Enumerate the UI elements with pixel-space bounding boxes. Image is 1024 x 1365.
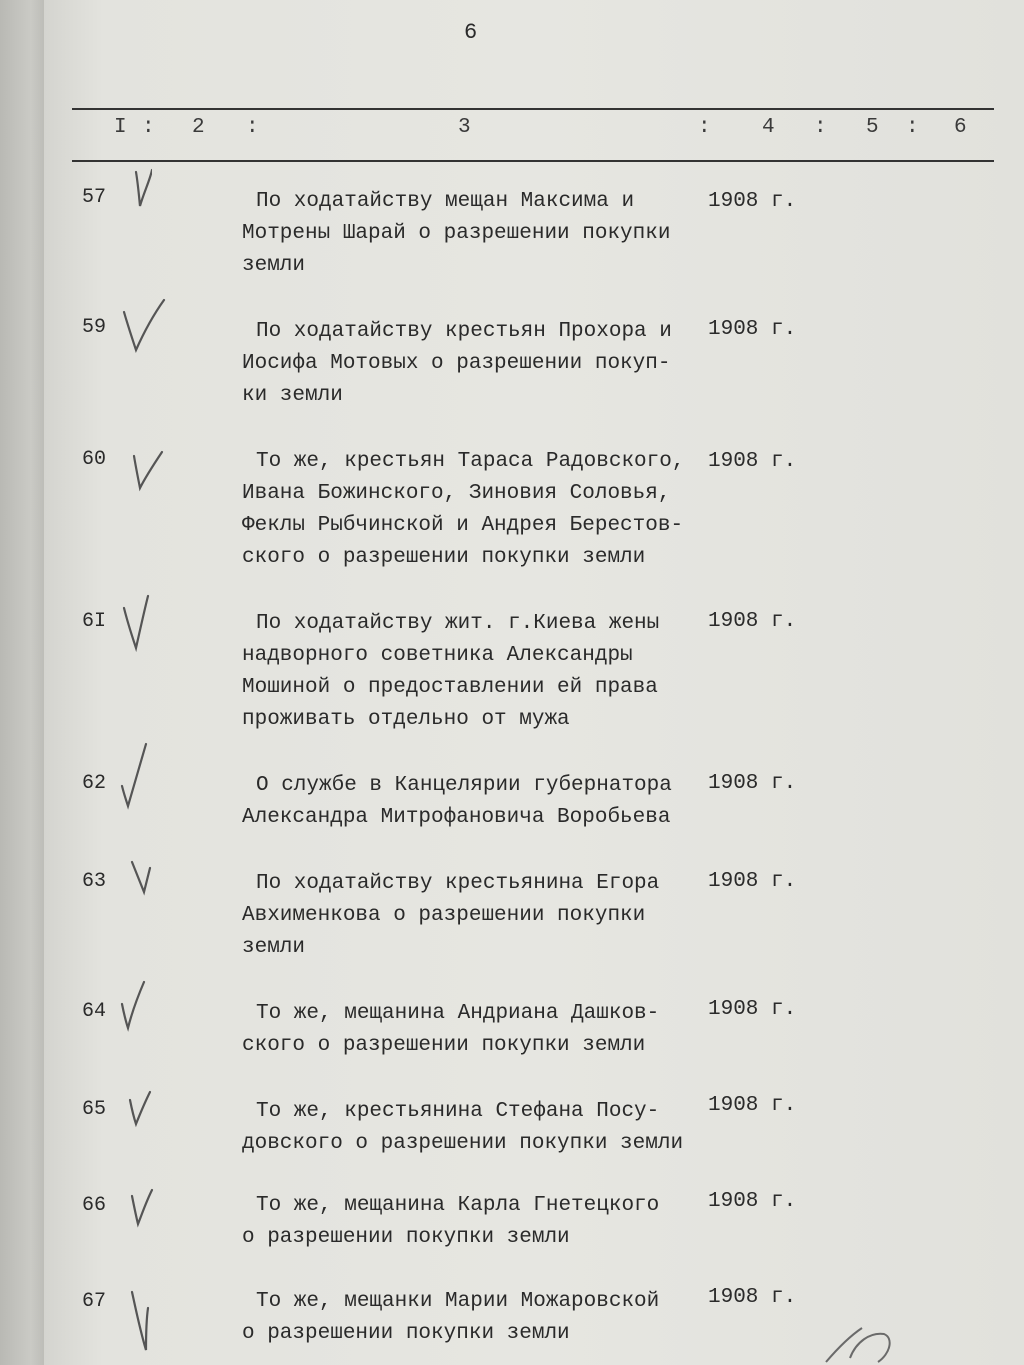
description-line: То же, мещанина Карла Гнетецкого bbox=[256, 1194, 660, 1217]
checkmark-icon bbox=[112, 294, 172, 356]
row-description bbox=[242, 608, 712, 736]
row-year: 1908 г. bbox=[708, 318, 797, 341]
description-line: земли bbox=[242, 936, 306, 959]
column-header-1: I bbox=[114, 116, 127, 139]
row-description bbox=[242, 316, 712, 412]
row-number: 64 bbox=[82, 1000, 107, 1023]
row-number: 65 bbox=[82, 1098, 107, 1121]
description-line: Ивана Божинского, Зиновия Соловья, bbox=[242, 482, 671, 505]
description-line: Мошиной о предоставлении ей права bbox=[242, 676, 658, 699]
description-line: Иосифа Мотовых о разрешении покуп- bbox=[242, 352, 671, 375]
description-line: То же, крестьянина Стефана Посу- bbox=[256, 1100, 660, 1123]
row-number: 59 bbox=[82, 316, 107, 339]
row-number: 66 bbox=[82, 1194, 107, 1217]
column-header-6: 6 bbox=[954, 116, 967, 139]
row-description bbox=[242, 770, 712, 834]
description-line: По ходатайству крестьянина Егора bbox=[256, 872, 660, 895]
column-header-4: 4 bbox=[762, 116, 775, 139]
checkmark-icon bbox=[112, 1086, 162, 1130]
description-line: О службе в Канцелярии губернатора bbox=[256, 774, 672, 797]
row-description bbox=[242, 1286, 712, 1350]
description-line: земли bbox=[242, 254, 306, 277]
checkmark-icon bbox=[112, 978, 162, 1034]
row-year: 1908 г. bbox=[708, 190, 797, 213]
row-number: 62 bbox=[82, 772, 107, 795]
column-separator: : bbox=[814, 116, 827, 139]
description-line: проживать отдельно от мужа bbox=[242, 708, 570, 731]
row-year: 1908 г. bbox=[708, 998, 797, 1021]
row-description bbox=[242, 186, 712, 282]
checkmark-icon bbox=[112, 440, 172, 494]
description-line: Александра Митрофановича Воробьева bbox=[242, 806, 671, 829]
table-top-rule bbox=[72, 108, 994, 110]
row-description bbox=[242, 1190, 712, 1254]
row-year: 1908 г. bbox=[708, 772, 797, 795]
row-year: 1908 г. bbox=[708, 1094, 797, 1117]
column-header-3: 3 bbox=[458, 116, 471, 139]
checkmark-icon bbox=[112, 1186, 162, 1230]
checkmark-icon bbox=[112, 1286, 162, 1356]
row-number: 6I bbox=[82, 610, 107, 633]
row-description bbox=[242, 868, 712, 964]
table-header-rule bbox=[72, 160, 994, 162]
description-line: Мотрены Шарай о разрешении покупки bbox=[242, 222, 671, 245]
checkmark-icon bbox=[112, 590, 162, 654]
row-description bbox=[242, 998, 712, 1062]
column-separator: : bbox=[698, 116, 711, 139]
row-number: 57 bbox=[82, 186, 107, 209]
description-line: То же, мещанки Марии Можаровской bbox=[256, 1290, 660, 1313]
column-header-5: 5 bbox=[866, 116, 879, 139]
description-line: По ходатайству крестьян Прохора и bbox=[256, 320, 672, 343]
description-line: То же, крестьян Тараса Радовского, bbox=[256, 450, 685, 473]
column-separator: : bbox=[142, 116, 155, 139]
description-line: ки земли bbox=[242, 384, 343, 407]
description-line: о разрешении покупки земли bbox=[242, 1226, 570, 1249]
description-line: Феклы Рыбчинской и Андрея Берестов- bbox=[242, 514, 684, 537]
checkmark-icon bbox=[112, 858, 162, 900]
row-year: 1908 г. bbox=[708, 450, 797, 473]
row-year: 1908 г. bbox=[708, 610, 797, 633]
page-edge bbox=[0, 0, 44, 1365]
description-line: Авхименкова о разрешении покупки bbox=[242, 904, 646, 927]
column-separator: : bbox=[246, 116, 259, 139]
pencil-mark-icon bbox=[820, 1318, 900, 1365]
row-description bbox=[242, 1096, 712, 1160]
row-year: 1908 г. bbox=[708, 1286, 797, 1309]
description-line: довского о разрешении покупки земли bbox=[242, 1132, 684, 1155]
description-line: ского о разрешении покупки земли bbox=[242, 1034, 646, 1057]
description-line: о разрешении покупки земли bbox=[242, 1322, 570, 1345]
column-header-2: 2 bbox=[192, 116, 205, 139]
row-number: 63 bbox=[82, 870, 107, 893]
description-line: По ходатайству жит. г.Киева жены bbox=[256, 612, 660, 635]
row-year: 1908 г. bbox=[708, 1190, 797, 1213]
description-line: ского о разрешении покупки земли bbox=[242, 546, 646, 569]
row-number: 60 bbox=[82, 448, 107, 471]
description-line: То же, мещанина Андриана Дашков- bbox=[256, 1002, 660, 1025]
row-description bbox=[242, 446, 712, 574]
row-number: 67 bbox=[82, 1290, 107, 1313]
column-separator: : bbox=[906, 116, 919, 139]
description-line: надворного советника Александры bbox=[242, 644, 633, 667]
row-year: 1908 г. bbox=[708, 870, 797, 893]
description-line: По ходатайству мещан Максима и bbox=[256, 190, 635, 213]
checkmark-icon bbox=[112, 738, 162, 810]
checkmark-icon bbox=[112, 166, 152, 216]
page-number: 6 bbox=[464, 20, 478, 45]
